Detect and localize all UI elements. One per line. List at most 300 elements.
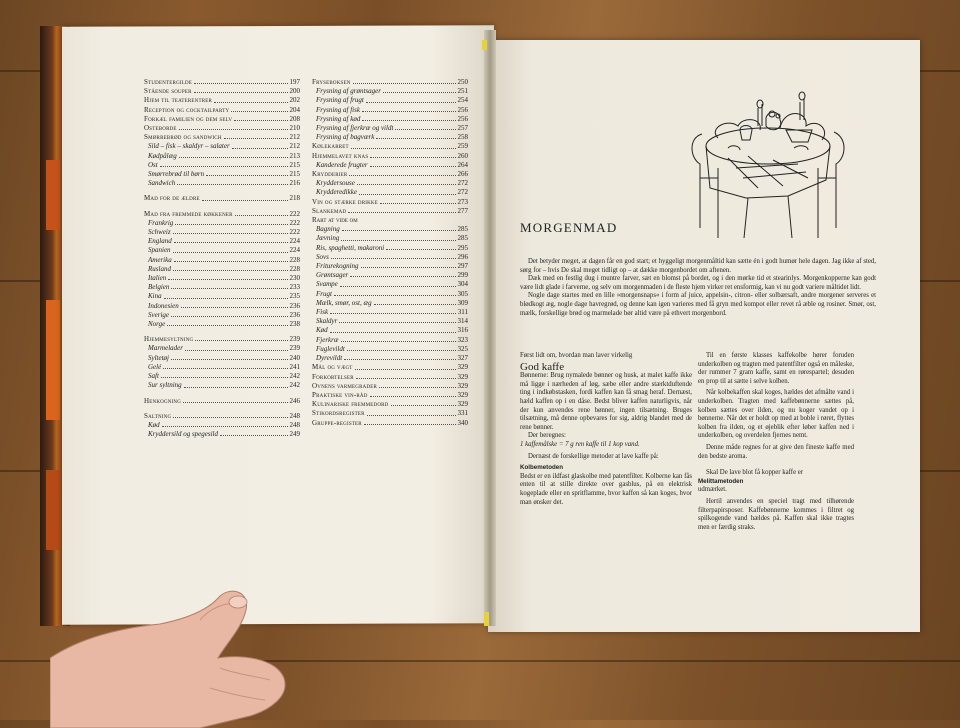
index-entry-page: 327	[457, 354, 468, 363]
breakfast-table-illustration	[688, 68, 848, 248]
index-entry-page: 260	[457, 151, 468, 160]
leader-dots	[185, 344, 288, 350]
leader-dots	[395, 124, 455, 130]
index-entry-page: 224	[289, 237, 300, 246]
index-entry-label: Norge	[148, 320, 166, 329]
index-entry-label: Gruppe-register	[312, 418, 362, 427]
index-entry	[312, 308, 468, 317]
index-entry-label: Saltning	[144, 411, 172, 420]
index-entry-label: Kulinariske fremmedord	[312, 400, 389, 409]
leader-dots	[194, 78, 287, 84]
index-entry	[144, 412, 300, 421]
index-entry-label: Osteborde	[144, 124, 177, 133]
index-entry-page: 235	[289, 292, 300, 301]
index-entry-page: 304	[457, 280, 468, 289]
intro-paragraph: Nogle dage startes med en lille »morgensnaps« i form af juice, appelsin-, citron- eller solbærsaft, andre morgener serveres et blødkogt æg, nogle dage havregrød, og denne kan igen varieres med få gryn med kompot eller revet rå æble og rosiner. Smør, ost, mælk, forskellige brød og marmelade bør altid være på ethvert morgenbord.	[520, 292, 876, 317]
index-entry	[144, 265, 300, 274]
index-entry-label: Hjemmesyltning	[144, 335, 194, 344]
leader-dots	[349, 170, 455, 176]
index-entry-page: 340	[457, 418, 468, 427]
index-entry-page: 272	[457, 179, 468, 188]
index-entry-page: 246	[289, 396, 300, 405]
text-column-left	[520, 352, 692, 507]
leader-dots	[173, 412, 287, 418]
index-entry	[144, 96, 300, 105]
index-entry-page: 266	[457, 170, 468, 179]
index-entry-page: 233	[289, 283, 300, 292]
leader-dots	[163, 363, 287, 369]
index-entry-label: Amerika	[148, 255, 172, 264]
index-entry-page: 242	[289, 372, 300, 381]
index-entry-page: 256	[457, 114, 468, 123]
leader-dots	[361, 262, 456, 268]
index-entry-page: 285	[457, 234, 468, 243]
leader-dots	[339, 317, 455, 323]
leader-dots	[364, 419, 456, 425]
index-entry	[312, 96, 468, 105]
index-entry-page: 215	[289, 170, 300, 179]
index-entry-label: Hjemmelavet knas	[312, 151, 369, 160]
index-entry-page: 216	[289, 179, 300, 188]
index-entry-page: 264	[457, 160, 468, 169]
leader-dots	[224, 133, 288, 139]
index-entry	[144, 320, 300, 329]
leader-dots	[386, 244, 455, 250]
index-entry-page: 197	[289, 78, 300, 86]
index-entry	[144, 115, 300, 124]
index-entry-label: Bagning	[316, 225, 340, 234]
index-entry-label: Frysning af bagværk	[316, 133, 375, 142]
index-entry-page: 331	[457, 409, 468, 418]
index-entry-label: Rusland	[148, 264, 171, 273]
index-entry-page: 316	[457, 326, 468, 335]
index-entry	[312, 179, 468, 188]
index-entry-label: Smørrebrød til børn	[148, 170, 205, 179]
intro-paragraph: Det betyder meget, at dagen får en god start; et hyggeligt morgenmåltid kan sætte én i godt humør hele dagen. Jag ikke af sted, sørg for – hvis De skal meget tidligt op – at dække morgenbordet om aftenen.	[520, 258, 876, 274]
index-entry-page: 296	[457, 252, 468, 261]
index-entry-label: Frysning af fisk	[316, 105, 360, 114]
leader-dots	[174, 237, 288, 243]
index-entry-label: Vin og stærke drikke	[312, 197, 378, 206]
index-column-1	[144, 78, 300, 439]
index-entry-page: 258	[457, 133, 468, 142]
index-entry-label: Sovs	[316, 252, 329, 261]
index-entry-label: Mælk, smør, ost, æg	[316, 298, 372, 307]
subheading: Kolbemetoden	[520, 464, 563, 472]
index-entry-page: 236	[289, 310, 300, 319]
index-entry-page: 241	[289, 362, 300, 371]
index-entry-label: Kød	[148, 420, 160, 429]
index-entry	[144, 372, 300, 381]
paragraph: udmærket.	[698, 486, 727, 494]
index-entry	[144, 228, 300, 237]
paragraph: Skal De lave blot få kopper kaffe er	[706, 469, 804, 477]
index-entry-label: Kryddersild og spegesild	[148, 430, 218, 439]
index-entry-label: Ris, spaghetti, makaroni	[316, 243, 385, 252]
index-entry	[312, 373, 468, 382]
leader-dots	[181, 302, 288, 308]
index-entry-label: Gelé	[148, 362, 162, 371]
paragraph: Bedst er en ildfast glaskolbe med patentfilter. Kolberne kan fås enten til at stille direkte over gasblus, på en elektrisk kogeplade eller en spritflamme, hvor kaffen så kan koges, hvor man ønsker det.	[520, 472, 692, 506]
leader-dots	[353, 78, 456, 84]
leader-dots	[202, 194, 288, 200]
index-entry	[312, 106, 468, 115]
leader-dots	[171, 354, 288, 360]
leader-dots	[355, 363, 456, 369]
index-entry-page: 213	[289, 151, 300, 160]
index-entry	[312, 124, 468, 133]
index-entry-label: Reception og cocktailparty	[144, 105, 230, 114]
index-entry-page: 323	[457, 335, 468, 344]
index-entry	[312, 87, 468, 96]
leader-dots	[234, 115, 287, 121]
index-entry	[312, 317, 468, 326]
index-entry-label: Rart at vide om	[312, 216, 358, 225]
index-entry	[144, 179, 300, 188]
leader-dots	[175, 219, 287, 225]
index-entry	[312, 336, 468, 345]
leader-dots	[194, 87, 288, 93]
index-entry-label: Praktiske vin-råd	[312, 390, 368, 399]
index-entry-label: Friturekogning	[316, 262, 359, 271]
index-entry-label: Kanderede frugter	[316, 160, 368, 169]
index-entry-label: Stående souper	[144, 87, 192, 96]
index-entry-label: Fisk	[316, 308, 329, 317]
paragraph: Når kolbekaffen skal koges, hældes det afmålte vand i underkolben. Tragten med kaffebønnerne sættes på, kolben sættes over ilden, og nu koger vandet op i bønnerne. Når det er holdt op med at boble i røret, flyttes kolben fra ilden, og et øjeblik efter løber kaffen ned i underkolben, og overdelen fjernes nemt.	[698, 389, 854, 440]
cover-pattern	[46, 470, 60, 550]
lead-line: Først lidt om, hvordan man laver virkelig	[520, 352, 633, 359]
leader-dots	[220, 430, 288, 436]
index-entry	[312, 419, 468, 428]
hand	[50, 588, 290, 728]
leader-dots	[206, 170, 287, 176]
index-entry	[312, 262, 468, 271]
intro-text	[520, 258, 876, 318]
index-entry-page: 222	[289, 218, 300, 227]
index-entry	[144, 302, 300, 311]
index-entry	[144, 219, 300, 228]
index-entry-page: 314	[457, 317, 468, 326]
index-entry-page: 212	[289, 133, 300, 142]
leader-dots	[164, 292, 288, 298]
index-entry-label: Indonesien	[148, 301, 179, 310]
index-entry	[144, 246, 300, 255]
index-entry-page: 236	[289, 301, 300, 310]
index-entry	[312, 326, 468, 335]
index-entry	[144, 210, 300, 219]
index-entry-label: Slankemad	[312, 206, 347, 215]
index-entry	[312, 188, 468, 197]
leader-dots	[347, 345, 456, 351]
index-entry-page: 210	[289, 124, 300, 133]
index-entry-label: Frysning af kød	[316, 114, 361, 123]
index-entry	[144, 354, 300, 363]
index-entry-label: Svampe	[316, 280, 338, 289]
leader-dots	[342, 225, 456, 231]
index-entry	[144, 335, 300, 344]
index-entry-label: Frysning af grøntsager	[316, 87, 381, 96]
index-entry	[312, 280, 468, 289]
index-entry	[144, 87, 300, 96]
leader-dots	[173, 265, 288, 271]
leader-dots	[161, 372, 288, 378]
index-entry-label: Schweiz	[148, 228, 171, 237]
index-entry	[144, 237, 300, 246]
index-entry	[144, 170, 300, 179]
index-entry-label: Frugt	[316, 289, 332, 298]
leader-dots	[331, 253, 456, 259]
index-entry-label: Krydderier	[312, 170, 348, 179]
index-entry-page: 240	[289, 353, 300, 362]
index-entry-label: Sur syltning	[148, 381, 182, 390]
index-entry-page: 285	[457, 225, 468, 234]
index-entry-page: 249	[289, 430, 300, 439]
index-entry	[312, 271, 468, 280]
index-entry	[312, 354, 468, 363]
index-entry-label: Kina	[148, 292, 162, 301]
index-entry-page: 329	[457, 363, 468, 372]
index-entry	[312, 170, 468, 179]
index-entry	[144, 152, 300, 161]
index-entry	[144, 283, 300, 292]
index-entry	[312, 345, 468, 354]
leader-dots	[173, 228, 288, 234]
index-entry	[144, 124, 300, 133]
leader-dots	[168, 274, 287, 280]
leader-dots	[160, 161, 288, 167]
index-entry	[144, 344, 300, 353]
leader-dots	[171, 283, 287, 289]
index-entry-label: Forkæl familien og dem selv	[144, 114, 233, 123]
index-entry-label: Sverige	[148, 310, 169, 319]
bookmark-ribbon	[482, 40, 487, 50]
leader-dots	[162, 421, 288, 427]
index-entry-page: 204	[289, 105, 300, 114]
index-entry	[312, 363, 468, 372]
leader-dots	[173, 246, 288, 252]
leader-dots	[350, 271, 455, 277]
index-entry	[312, 115, 468, 124]
index-entry	[144, 78, 300, 87]
index-entry	[312, 253, 468, 262]
leader-dots	[380, 198, 456, 204]
index-entry	[144, 430, 300, 439]
index-entry-page: 299	[457, 271, 468, 280]
index-entry-label: Krydderedikke	[316, 188, 357, 197]
leader-dots	[341, 336, 456, 342]
index-entry-page: 277	[457, 206, 468, 215]
leader-dots	[351, 142, 456, 148]
index-entry	[144, 256, 300, 265]
index-entry-page: 309	[457, 298, 468, 307]
index-entry	[144, 397, 300, 406]
index-entry-label: Henkogning	[144, 396, 182, 405]
leader-dots	[383, 87, 456, 93]
leader-dots	[177, 179, 287, 185]
index-entry-page: 248	[289, 420, 300, 429]
index-entry-page: 254	[457, 96, 468, 105]
index-entry-page: 239	[289, 344, 300, 353]
leader-dots	[356, 373, 456, 379]
section-heading: God kaffe	[520, 360, 565, 373]
leader-dots	[344, 354, 455, 360]
index-entry-page: 218	[289, 194, 300, 203]
index-entry	[312, 391, 468, 400]
leader-dots	[379, 382, 455, 388]
index-entry-page: 251	[457, 87, 468, 96]
index-entry-label: Hjem til teaterentrer	[144, 96, 213, 105]
leader-dots	[235, 210, 288, 216]
index-entry	[312, 225, 468, 234]
index-entry	[144, 161, 300, 170]
index-entry-page: 256	[457, 105, 468, 114]
leader-dots	[376, 133, 455, 139]
index-entry	[312, 299, 468, 308]
index-entry	[144, 292, 300, 301]
index-entry-page: 329	[457, 390, 468, 399]
leader-dots	[357, 179, 456, 185]
index-entry-page: 329	[457, 381, 468, 390]
index-entry-page: 228	[289, 264, 300, 273]
index-entry-page: 242	[289, 381, 300, 390]
index-entry	[144, 106, 300, 115]
subheading: Melittametoden	[698, 477, 744, 485]
leader-dots	[341, 234, 455, 240]
index-entry-label: Mad for de ældre	[144, 194, 200, 203]
leader-dots	[340, 280, 456, 286]
index-entry-label: Ovnens varmegrader	[312, 381, 378, 390]
leader-dots	[184, 381, 288, 387]
index-entry-label: Grøntsager	[316, 271, 349, 280]
paragraph: Til en første klasses kaffekolbe hører foruden underkolben og tragten med patentfilter også en måleske, der rummer 7 gram kaffe, samt en rørespartel; desuden en prop til at sætte i selve kolben.	[698, 352, 854, 385]
index-entry-page: 212	[289, 142, 300, 151]
index-entry-page: 295	[457, 243, 468, 252]
index-entry	[312, 400, 468, 409]
index-entry-page: 228	[289, 255, 300, 264]
index-entry-label: England	[148, 237, 172, 246]
leader-dots	[232, 142, 288, 148]
index-entry	[312, 78, 468, 87]
index-entry-label: Mål og vægt	[312, 363, 353, 372]
text-column-right	[698, 352, 854, 532]
index-entry-label: Ost	[148, 160, 158, 169]
leader-dots	[370, 161, 456, 167]
index-entry-label: Kødpålæg	[148, 151, 177, 160]
index-entry-label: Frankrig	[148, 218, 174, 227]
cover-pattern	[46, 300, 60, 420]
index-entry-page: 239	[289, 335, 300, 344]
index-entry-page: 208	[289, 114, 300, 123]
index-entry	[312, 290, 468, 299]
index-entry	[144, 133, 300, 142]
leader-dots	[214, 96, 287, 102]
leader-dots	[183, 397, 287, 403]
index-entry-label: Forkortelser	[312, 372, 354, 381]
index-entry-page: 305	[457, 289, 468, 298]
index-entry-page: 311	[457, 308, 468, 317]
index-entry	[312, 152, 468, 161]
index-entry	[312, 382, 468, 391]
leader-dots	[359, 188, 456, 194]
index-entry-page: 297	[457, 262, 468, 271]
leader-dots	[174, 256, 288, 262]
index-entry	[312, 161, 468, 170]
index-entry	[144, 274, 300, 283]
index-entry	[144, 363, 300, 372]
index-entry	[312, 216, 468, 225]
leader-dots	[362, 106, 456, 112]
index-entry-label: Jævning	[316, 234, 340, 243]
index-entry	[312, 409, 468, 418]
leader-dots	[330, 308, 456, 314]
leader-dots	[330, 326, 456, 332]
index-entry-page: 272	[457, 188, 468, 197]
index-entry	[312, 244, 468, 253]
index-entry-label: Syltetøj	[148, 353, 169, 362]
index-entry-label: Smørrebrød og sandwich	[144, 133, 222, 142]
index-entry-label: Fjerkræ	[316, 335, 339, 344]
index-entry-page: 329	[457, 400, 468, 409]
leader-dots	[334, 290, 456, 296]
leader-dots	[366, 96, 456, 102]
index-entry-label: Marmelader	[148, 344, 183, 353]
leader-dots	[195, 335, 287, 341]
index-entry-label: Spanien	[148, 246, 171, 255]
index-entry-page: 238	[289, 320, 300, 329]
leader-dots	[362, 115, 455, 121]
index-entry-label: Frysning af fjerkræ og vildt	[316, 124, 394, 133]
leader-dots	[231, 106, 287, 112]
leader-dots	[374, 299, 456, 305]
index-entry	[312, 234, 468, 243]
index-entry-page: 202	[289, 96, 300, 105]
index-entry	[144, 421, 300, 430]
index-entry-label: Stikordsregister	[312, 409, 365, 418]
index-entry-page: 222	[289, 209, 300, 218]
index-entry	[312, 207, 468, 216]
index-entry-page: 325	[457, 344, 468, 353]
index-entry-label: Dyrevildt	[316, 354, 343, 363]
book-gutter	[484, 30, 496, 626]
index-entry-label: Kød	[316, 326, 328, 335]
index-entry-page: 329	[457, 372, 468, 381]
cover-pattern	[46, 160, 60, 230]
index-entry	[144, 311, 300, 320]
index-entry	[144, 194, 300, 203]
paragraph: Denne måde regnes for at give den fineste kaffe med den bedste aroma.	[698, 443, 854, 460]
formula-line: 1 kaffemålske = 7 g ren kaffe til 1 kop vand.	[520, 440, 640, 448]
index-entry-page: 215	[289, 160, 300, 169]
leader-dots	[167, 320, 287, 326]
index-entry	[144, 381, 300, 390]
index-entry-page: 250	[457, 78, 468, 86]
leader-dots	[367, 409, 456, 415]
index-entry-label: Belgien	[148, 283, 170, 292]
index-entry-label: Skaldyr	[316, 317, 338, 326]
bookmark-ribbon	[484, 612, 489, 626]
index-entry-label: Saft	[148, 372, 159, 381]
index-entry-page: 259	[457, 142, 468, 151]
index-entry	[312, 198, 468, 207]
leader-dots	[179, 152, 288, 158]
chapter-title: MORGENMAD	[520, 220, 618, 235]
intro-paragraph: Dæk med en festlig dug i muntre farver, sæt en blomst på bordet, og i den mørke tid et stearinlys. Morgenkopperne kan godt være lidt glade i farverne, og selv om morgenmaden i de fleste hjem virker ret ensformig, kan vi nu godt variere måltidet lidt.	[520, 275, 876, 291]
paragraph: Bønnerne: Brug nymalede bønner og husk, at malet kaffe ikke må ligge i nærheden af løg, sæbe eller andre stærktduftende ting i indkøbstasken, fordi kaffen kan få smag heraf. Dernæst, hæld kaffen op i en dåse. Bedst bliver kaffen naturligvis, når der kun anvendes rene bønner, ingen tilsætning. Bruges tilsætning, må denne opbevares for sig, aldrig blandet med de rene bønner.	[520, 372, 692, 431]
index-entry-label: Frysning af frugt	[316, 96, 364, 105]
leader-dots	[370, 152, 455, 158]
index-entry-label: Italien	[148, 274, 167, 283]
paragraph: Der beregnes:	[528, 432, 566, 440]
